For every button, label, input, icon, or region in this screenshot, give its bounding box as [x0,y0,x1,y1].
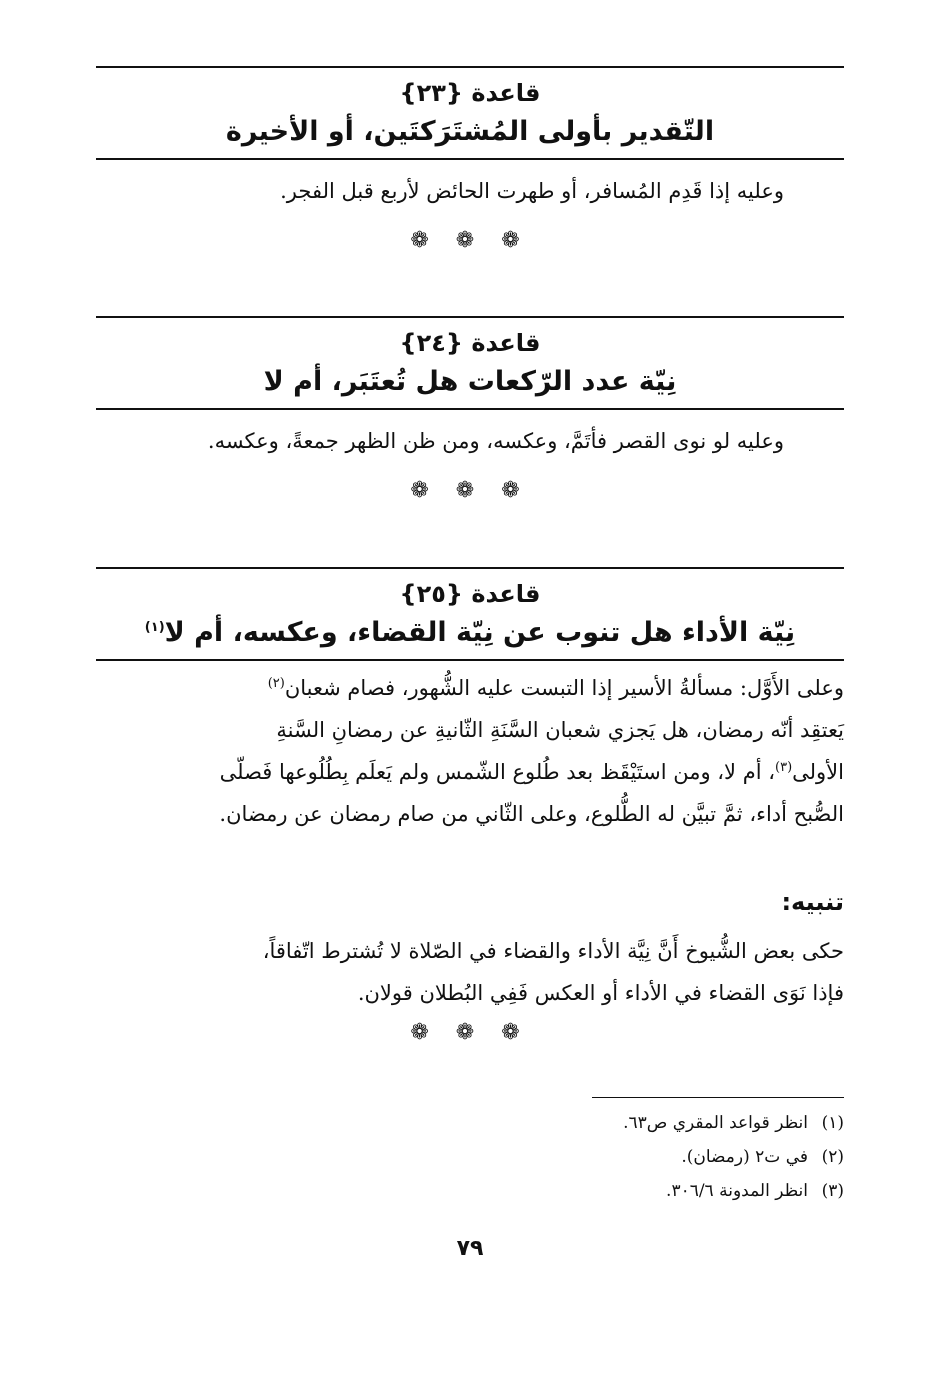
footnote-item [96,1106,844,1140]
footnote-ref: (٣) [775,760,793,775]
divider [96,316,844,318]
divider [96,66,844,68]
body-line-text: وعلى الأَوَّل: مسألةُ الأسير إذا التبست عليه الشُّهور، فصام شعبان [284,676,844,700]
footnote-text: انظر المدونة ٣٠٦/٦. [666,1181,808,1201]
body-line [96,667,844,709]
tanbih-line: فإذا نَوَى القضاء في الأداء أو العكس فَفِي البُطلان قولان. [357,981,844,1005]
rule-title: التّقدير بأولى المُشتَرَكتَين، أو الأخيرة [225,116,715,147]
divider [96,158,844,160]
rule-heading: قاعدة {٢٤} [399,329,541,357]
body-line-text: ، أم لا، ومن استَيْقَظ بعد طُلوع الشّمس ولم يَعلَم بِطُلُوعها فَصلّى [219,760,775,784]
divider [96,408,844,410]
rule-heading: قاعدة {٢٣} [399,79,541,107]
footnote-number: (٢) [821,1147,844,1167]
footnote-text: في ت٢ (رمضان). [681,1147,808,1167]
footnote-item [96,1140,844,1174]
rule-title: نِيّة عدد الرّكعات هل تُعتَبَر، أم لا [263,366,677,397]
rule-heading: قاعدة {٢٥} [399,580,541,608]
rule-25 [96,567,844,835]
tanbih-section [96,884,844,1048]
rule-23 [96,66,844,256]
separator-ornament: ❁ ❁ ❁ [410,228,530,253]
rule-body: وعليه لو نوى القصر فأتَمَّ، وعكسه، ومن ظن الظهر جمعةً، وعكسه. [207,429,784,453]
divider [96,659,844,661]
body-line: الصُّبح أداء، ثمَّ تبيَّن له الطُّلوع، وعلى الثّاني من صام رمضان عن رمضان. [219,802,844,826]
tanbih-heading: تنبيه: [781,888,844,916]
body-line [96,751,844,793]
rule-title [96,613,844,653]
footnote-number: (١) [821,1113,844,1133]
footnote-number: (٣) [821,1181,844,1201]
footnote-text: انظر قواعد المقري ص٦٣. [623,1113,808,1133]
body-line: يَعتقِد أنّه رمضان، هل يَجزي شعبان السَّنَةِ الثّانيةِ عن رمضانِ السَّنةِ [276,718,844,742]
footnote-ref: (١) [144,620,165,635]
footnote-ref: (٢) [267,676,285,691]
separator-ornament: ❁ ❁ ❁ [410,1020,530,1045]
rule-title-text: نِيّة الأداء هل تنوب عن نِيّة القضاء، وعكسه، أم لا [164,617,796,648]
footnotes [96,1106,844,1208]
divider [96,567,844,569]
tanbih-line: حكى بعض الشُّيوخ أَنَّ نِيَّة الأداء والقضاء في الصّلاة لا تُشترط اتّفاقاً، [262,939,844,963]
page-number: ٧٩ [456,1236,484,1261]
rule-body [96,667,844,835]
rule-24 [96,316,844,506]
separator-ornament: ❁ ❁ ❁ [410,478,530,503]
body-line-text: الأولى [792,760,844,784]
footnote-divider [592,1097,844,1098]
footnote-item [96,1174,844,1208]
rule-body: وعليه إذا قَدِم المُسافر، أو طهرت الحائض لأربع قبل الفجر. [280,179,784,203]
